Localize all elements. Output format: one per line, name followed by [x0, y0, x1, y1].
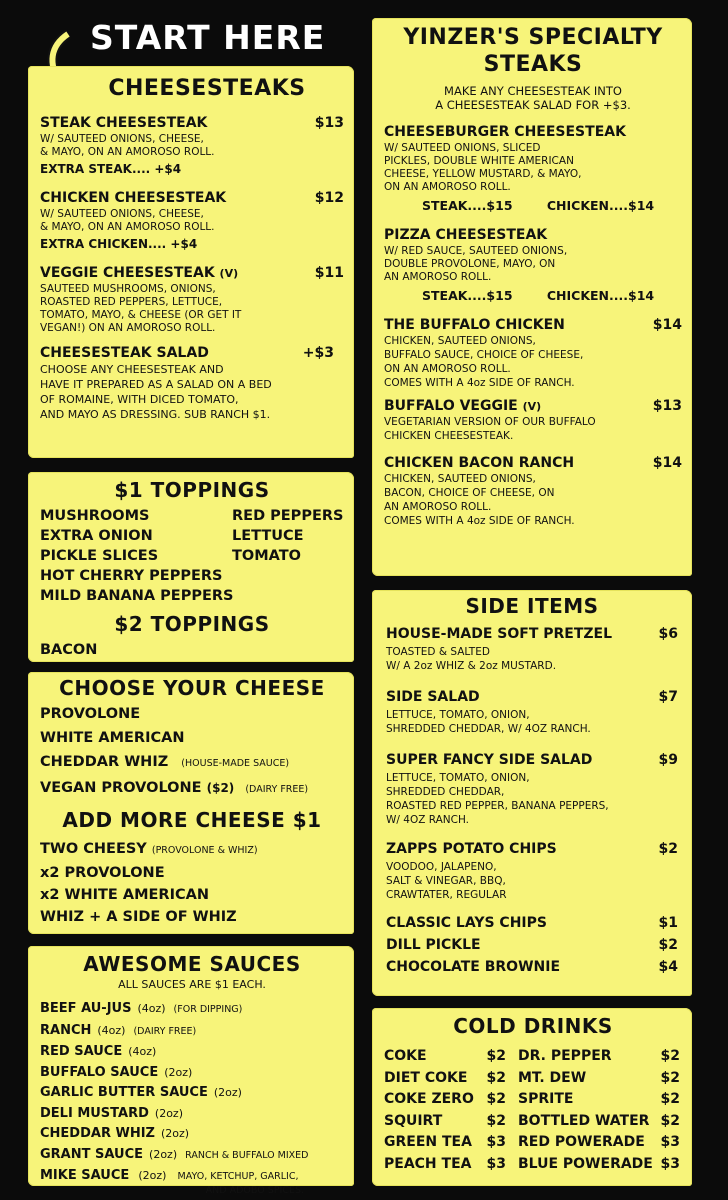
steak-option: STEAK....$15 [422, 288, 513, 303]
topping-item: EXTRA ONION [40, 528, 153, 544]
sauces-title: AWESOME SAUCES [83, 952, 301, 976]
drink-name: RED POWERADE [518, 1134, 645, 1151]
sauce-size: (2oz) [213, 1086, 242, 1099]
drink-name: SQUIRT [384, 1112, 443, 1129]
item-options [384, 288, 682, 303]
chicken-option: CHICKEN....$14 [546, 288, 655, 303]
item-desc: VEGETARIAN VERSION OF OUR BUFFALO [384, 416, 596, 428]
vegan-tag: (V) [219, 267, 239, 280]
sauce-size: (2oz) [149, 1147, 178, 1161]
drinks-list [384, 1046, 682, 1176]
sauce-item [40, 1165, 344, 1197]
item-name: BUFFALO VEGGIE [384, 398, 518, 414]
item-price: $13 [652, 398, 682, 414]
topping-item: LETTUCE [232, 528, 304, 544]
item-name: DILL PICKLE [386, 937, 481, 953]
toppings-left-column [40, 506, 233, 606]
sauce-note: AND ADOBO SPICES. [205, 1185, 304, 1196]
sauce-name: MIKE SAUCE [40, 1168, 130, 1183]
add-cheese-name: TWO CHEESY [40, 841, 147, 857]
sauce-name: GARLIC BUTTER SAUCE [40, 1085, 208, 1100]
item-extra: EXTRA STEAK.... +$4 [40, 162, 182, 176]
topping-item: HOT CHERRY PEPPERS [40, 568, 223, 584]
cheese-options [40, 702, 344, 802]
steak-cheesesteak-item [40, 115, 344, 176]
item-name: CHOCOLATE BROWNIE [386, 959, 561, 975]
sauce-item [40, 1082, 344, 1103]
cheesesteak-salad-item [40, 345, 344, 422]
item-desc: COMES WITH A 4oz SIDE OF RANCH. [384, 377, 575, 389]
sauce-note: RANCH & BUFFALO MIXED [185, 1149, 309, 1161]
item-name: HOUSE-MADE SOFT PRETZEL [386, 626, 613, 642]
specialty-panel [372, 18, 692, 576]
side-item [386, 626, 678, 673]
cheese-note: (DAIRY FREE) [245, 784, 309, 795]
item-desc: PICKLES, DOUBLE WHITE AMERICAN [384, 155, 574, 167]
side-item [386, 934, 678, 956]
item-desc: COMES WITH A 4oz SIDE OF RANCH. [384, 515, 575, 527]
add-cheese-options [40, 838, 344, 928]
item-desc: AND MAYO AS DRESSING. SUB RANCH $1. [40, 408, 271, 421]
toppings-panel [28, 472, 354, 662]
drink-price: $2 [486, 1112, 506, 1129]
item-price: $9 [658, 752, 678, 768]
chicken-cheesesteak-item [40, 190, 344, 251]
drink-item [384, 1046, 506, 1068]
item-desc: TOMATO, MAYO, & CHEESE (OR GET IT [40, 309, 242, 321]
cheeseburger-cheesesteak-item [384, 124, 682, 213]
cheese-price: ($2) [206, 781, 235, 795]
sauce-item [40, 1123, 344, 1144]
drink-price: $2 [660, 1091, 680, 1108]
topping-item: MUSHROOMS [40, 508, 150, 524]
chicken-bacon-ranch-item [384, 455, 682, 528]
buffalo-veggie-item [384, 398, 682, 443]
item-desc: VEGAN!) ON AN AMOROSO ROLL. [40, 322, 216, 334]
cheese-option [40, 750, 344, 776]
item-price: $14 [652, 455, 682, 471]
item-desc: OF ROMAINE, WITH DICED TOMATO, [40, 393, 239, 406]
choose-cheese-title: CHOOSE YOUR CHEESE [59, 676, 325, 700]
drink-name: BLUE POWERADE [518, 1155, 653, 1172]
cheesesteaks-panel [28, 66, 354, 458]
item-desc: CHICKEN, SAUTEED ONIONS, [384, 335, 536, 347]
sauce-size: (4oz) [128, 1045, 157, 1058]
item-name: CHICKEN CHEESESTEAK [40, 190, 227, 206]
item-options [384, 198, 682, 213]
sauce-note: (FOR DIPPING) [173, 1004, 243, 1015]
sauce-size: (2oz) [138, 1169, 167, 1182]
drink-name: DIET COKE [384, 1069, 468, 1086]
drinks-left-column [384, 1046, 506, 1176]
drink-price: $2 [660, 1112, 680, 1129]
cheese-panel [28, 672, 354, 934]
cold-drinks-panel [372, 1008, 692, 1186]
item-desc: CHEESE, YELLOW MUSTARD, & MAYO, [384, 168, 582, 180]
steak-option: STEAK....$15 [422, 198, 513, 213]
sauces-panel [28, 946, 354, 1196]
drink-name: SPRITE [518, 1091, 574, 1108]
item-desc: AN AMOROSO ROLL. [384, 501, 492, 513]
cold-drinks-title: COLD DRINKS [453, 1014, 613, 1038]
sauce-item [40, 1041, 344, 1062]
sauce-item [40, 1144, 344, 1166]
item-desc: BACON, CHOICE OF CHEESE, ON [384, 487, 555, 499]
item-desc: W/ A 2oz WHIZ & 2oz MUSTARD. [386, 660, 557, 672]
cheesesteaks-title: CHEESESTEAKS [108, 76, 306, 101]
drink-name: PEACH TEA [384, 1155, 472, 1172]
side-item [386, 841, 678, 902]
item-extra: EXTRA CHICKEN.... +$4 [40, 237, 198, 251]
drink-name: COKE ZERO [384, 1091, 474, 1108]
drink-price: $2 [660, 1048, 680, 1064]
drink-item [518, 1111, 680, 1133]
item-name: ZAPPS POTATO CHIPS [386, 841, 557, 857]
item-desc: LETTUCE, TOMATO, ONION, [386, 772, 530, 784]
item-desc: SAUTEED MUSHROOMS, ONIONS, [40, 283, 216, 295]
item-desc: ROASTED RED PEPPER, BANANA PEPPERS, [386, 800, 609, 812]
item-price: $11 [314, 265, 344, 281]
drink-name: GREEN TEA [384, 1134, 472, 1151]
item-desc: CRAWTATER, REGULAR [386, 889, 507, 901]
item-desc: SALT & VINEGAR, BBQ, [386, 875, 506, 887]
item-desc: W/ SAUTEED ONIONS, CHEESE, [40, 208, 204, 220]
item-desc: CHOOSE ANY CHEESESTEAK AND [40, 363, 224, 376]
topping-item: PICKLE SLICES [40, 548, 159, 564]
sauce-size: (4oz) [137, 1002, 166, 1015]
add-cheese-option: x2 WHITE AMERICAN [40, 887, 209, 903]
topping-item: RED PEPPERS [232, 508, 344, 524]
item-desc: W/ 4OZ RANCH. [386, 814, 470, 826]
side-item [386, 912, 678, 934]
item-desc: TOASTED & SALTED [386, 646, 490, 658]
item-price: $13 [314, 115, 344, 131]
sauce-name: BEEF AU-JUS [40, 1001, 132, 1016]
start-here-heading: START HERE [90, 18, 326, 57]
sauce-size: (4oz) [97, 1023, 126, 1037]
sauce-name: CHEDDAR WHIZ [40, 1126, 155, 1141]
cheese-name: VEGAN PROVOLONE [40, 780, 202, 796]
sauce-name: RED SAUCE [40, 1044, 123, 1059]
buffalo-chicken-item [384, 317, 682, 390]
pizza-cheesesteak-item [384, 227, 682, 303]
specialty-subtitle: A CHEESESTEAK SALAD FOR +$3. [435, 98, 631, 112]
side-item [386, 956, 678, 978]
toppings-right-column [232, 506, 343, 566]
item-name: CHEESESTEAK SALAD [40, 345, 209, 361]
sauce-note: (DAIRY FREE) [133, 1025, 197, 1037]
side-items-title: SIDE ITEMS [465, 594, 599, 618]
item-desc: ROASTED RED PEPPERS, LETTUCE, [40, 296, 223, 308]
drink-price: $2 [660, 1069, 680, 1086]
add-more-cheese-title: ADD MORE CHEESE $1 [62, 808, 322, 832]
sauce-list [40, 998, 344, 1165]
simple-sides-list [386, 912, 678, 978]
sauce-size: (2oz) [154, 1106, 183, 1120]
drink-price: $3 [486, 1155, 506, 1172]
one-dollar-toppings-title: $1 TOPPINGS [114, 478, 270, 502]
topping-item: MILD BANANA PEPPERS [40, 588, 234, 604]
drink-item [518, 1046, 680, 1068]
drink-item [384, 1089, 506, 1111]
item-desc: BUFFALO SAUCE, CHOICE OF CHEESE, [384, 349, 584, 361]
side-item [386, 689, 678, 736]
cheese-note: (HOUSE-MADE SAUCE) [181, 758, 290, 769]
item-price: $2 [658, 841, 678, 857]
drink-name: COKE [384, 1048, 427, 1064]
add-cheese-option [40, 838, 344, 862]
item-name: SIDE SALAD [386, 689, 480, 705]
sauce-name: GRANT SAUCE [40, 1146, 144, 1162]
drinks-right-column [518, 1046, 680, 1176]
add-cheese-option: x2 PROVOLONE [40, 865, 165, 881]
drink-price: $2 [486, 1091, 506, 1108]
side-item [386, 752, 678, 827]
sauce-size: (2oz) [164, 1065, 193, 1079]
item-desc: CHICKEN CHEESESTEAK. [384, 430, 514, 442]
drink-item [518, 1068, 680, 1090]
specialty-title: YINZER'S SPECIALTY [403, 25, 663, 50]
sauce-item [40, 1103, 344, 1124]
item-price: $1 [658, 915, 678, 931]
cheese-option [40, 776, 344, 802]
sauce-name: RANCH [40, 1022, 92, 1038]
item-desc: & MAYO, ON AN AMOROSO ROLL. [40, 221, 215, 233]
cheese-name: CHEDDAR WHIZ [40, 754, 169, 770]
item-name: PIZZA CHEESESTEAK [384, 227, 548, 243]
sauce-size: (2oz) [160, 1127, 190, 1140]
drink-name: DR. PEPPER [518, 1048, 612, 1064]
cheese-option: PROVOLONE [40, 706, 141, 722]
sauces-subtitle: ALL SAUCES ARE $1 EACH. [118, 978, 266, 991]
drink-price: $2 [486, 1069, 506, 1086]
item-price: $2 [658, 937, 678, 953]
veggie-cheesesteak-item [40, 265, 344, 335]
drink-item [384, 1068, 506, 1090]
item-desc: CHICKEN, SAUTEED ONIONS, [384, 473, 536, 485]
drink-name: MT. DEW [518, 1069, 587, 1086]
item-price: $7 [658, 689, 678, 705]
two-dollar-toppings-title: $2 TOPPINGS [114, 612, 270, 636]
item-desc: ON AN AMOROSO ROLL. [384, 181, 511, 193]
item-desc: AN AMOROSO ROLL. [384, 271, 492, 283]
item-price: +$3 [302, 345, 334, 361]
drink-item [518, 1132, 680, 1154]
item-desc: ON AN AMOROSO ROLL. [384, 363, 511, 375]
drink-item [518, 1089, 680, 1111]
item-desc: & MAYO, ON AN AMOROSO ROLL. [40, 146, 215, 158]
sauce-name: BUFFALO SAUCE [40, 1064, 159, 1080]
toppings-list [40, 506, 344, 606]
sauce-note: MAYO, KETCHUP, GARLIC, [177, 1171, 299, 1182]
sauce-item [40, 998, 344, 1020]
drink-name: BOTTLED WATER [518, 1112, 650, 1129]
item-desc: SHREDDED CHEDDAR, [386, 786, 505, 798]
item-desc: W/ SAUTEED ONIONS, SLICED [384, 142, 541, 154]
item-desc: VOODOO, JALAPENO, [386, 861, 497, 873]
item-price: $4 [658, 959, 678, 975]
vegan-tag: (V) [522, 400, 542, 413]
item-name: THE BUFFALO CHICKEN [384, 317, 565, 333]
add-cheese-note: (PROVOLONE & WHIZ) [151, 845, 258, 856]
item-name: CHICKEN BACON RANCH [384, 455, 575, 471]
item-price: $12 [314, 190, 344, 206]
item-desc: HAVE IT PREPARED AS A SALAD ON A BED [40, 378, 272, 391]
drink-item [384, 1154, 506, 1176]
specialty-title-2: STEAKS [483, 52, 583, 77]
item-desc: W/ SAUTEED ONIONS, CHEESE, [40, 133, 204, 145]
drink-item [384, 1111, 506, 1133]
sauce-item [40, 1062, 344, 1083]
topping-item: TOMATO [232, 548, 301, 564]
item-desc: W/ RED SAUCE, SAUTEED ONIONS, [384, 245, 568, 257]
drink-price: $3 [660, 1155, 680, 1172]
item-name: CHEESEBURGER CHEESESTEAK [384, 124, 626, 140]
chicken-option: CHICKEN....$14 [546, 198, 655, 213]
add-cheese-option: WHIZ + A SIDE OF WHIZ [40, 909, 237, 925]
cheese-option: WHITE AMERICAN [40, 730, 185, 746]
item-desc: LETTUCE, TOMATO, ONION, [386, 709, 530, 721]
item-price: $14 [652, 317, 682, 333]
drink-price: $2 [486, 1048, 506, 1064]
item-name: CLASSIC LAYS CHIPS [386, 915, 547, 931]
item-name: SUPER FANCY SIDE SALAD [386, 752, 593, 768]
sauce-name: DELI MUSTARD [40, 1105, 149, 1121]
side-items-panel [372, 590, 692, 996]
item-desc: SHREDDED CHEDDAR, W/ 4OZ RANCH. [386, 723, 591, 735]
item-name: STEAK CHEESESTEAK [40, 115, 208, 131]
topping-item: BACON [40, 642, 98, 658]
drink-item [518, 1154, 680, 1176]
specialty-subtitle: MAKE ANY CHEESESTEAK INTO [444, 84, 622, 98]
drink-price: $3 [660, 1134, 680, 1151]
sauce-item [40, 1020, 344, 1042]
item-desc: DOUBLE PROVOLONE, MAYO, ON [384, 258, 556, 270]
drink-price: $3 [486, 1134, 506, 1151]
item-price: $6 [658, 626, 678, 642]
drink-item [384, 1132, 506, 1154]
item-name: VEGGIE CHEESESTEAK [40, 265, 215, 281]
